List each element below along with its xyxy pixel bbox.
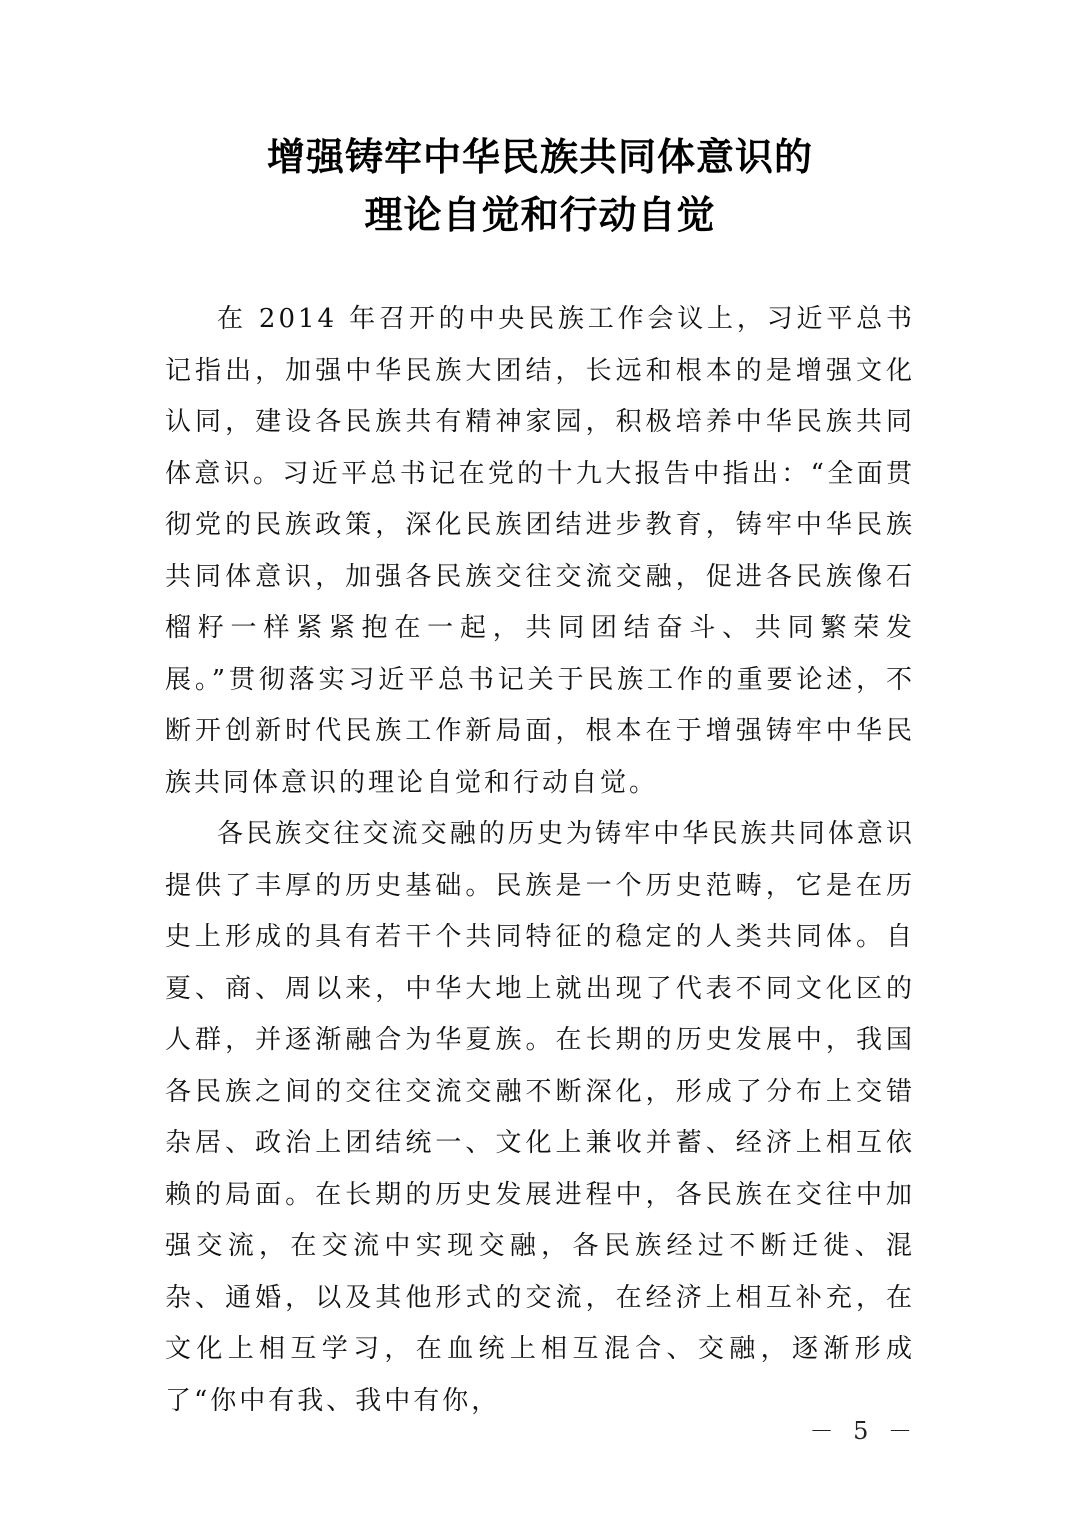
page-number: － 5 －: [809, 1417, 918, 1445]
title-line-1: 增强铸牢中华民族共同体意识的: [266, 135, 813, 179]
document-body: [165, 294, 915, 1427]
paragraph-1: 在 2014 年召开的中央民族工作会议上，习近平总书记指出，加强中华民族大团结，长远和根本的是增强文化认同，建设各民族共有精神家园，积极培养中华民族共同体意识。习近平总书记在党的十九大报告中指出：“全面贯彻党的民族政策，深化民族团结进步教育，铸牢中华民族共同体意识，加强各民族交往交流交融，促进各民族像石榴籽一样紧紧抱在一起，共同团结奋斗、共同繁荣发展。”贯彻落实习近平总书记关于民族工作的重要论述，不断开创新时代民族工作新局面，根本在于增强铸牢中华民族共同体意识的理论自觉和行动自觉。: [165, 304, 915, 798]
paragraph-2: 各民族交往交流交融的历史为铸牢中华民族共同体意识提供了丰厚的历史基础。民族是一个历史范畴，它是在历史上形成的具有若干个共同特征的稳定的人类共同体。自夏、商、周以来，中华大地上就出现了代表不同文化区的人群，并逐渐融合为华夏族。在长期的历史发展中，我国各民族之间的交往交流交融不断深化，形成了分布上交错杂居、政治上团结统一、文化上兼收并蓄、经济上相互依赖的局面。在长期的历史发展进程中，各民族在交往中加强交流，在交流中实现交融，各民族经过不断迁徙、混杂、通婚，以及其他形式的交流，在经济上相互补充，在文化上相互学习，在血统上相互混合、交融，逐渐形成了“你中有我、我中有你，: [165, 819, 915, 1416]
document-title: [0, 128, 1080, 244]
title-line-2: 理论自觉和行动自觉: [364, 193, 716, 237]
